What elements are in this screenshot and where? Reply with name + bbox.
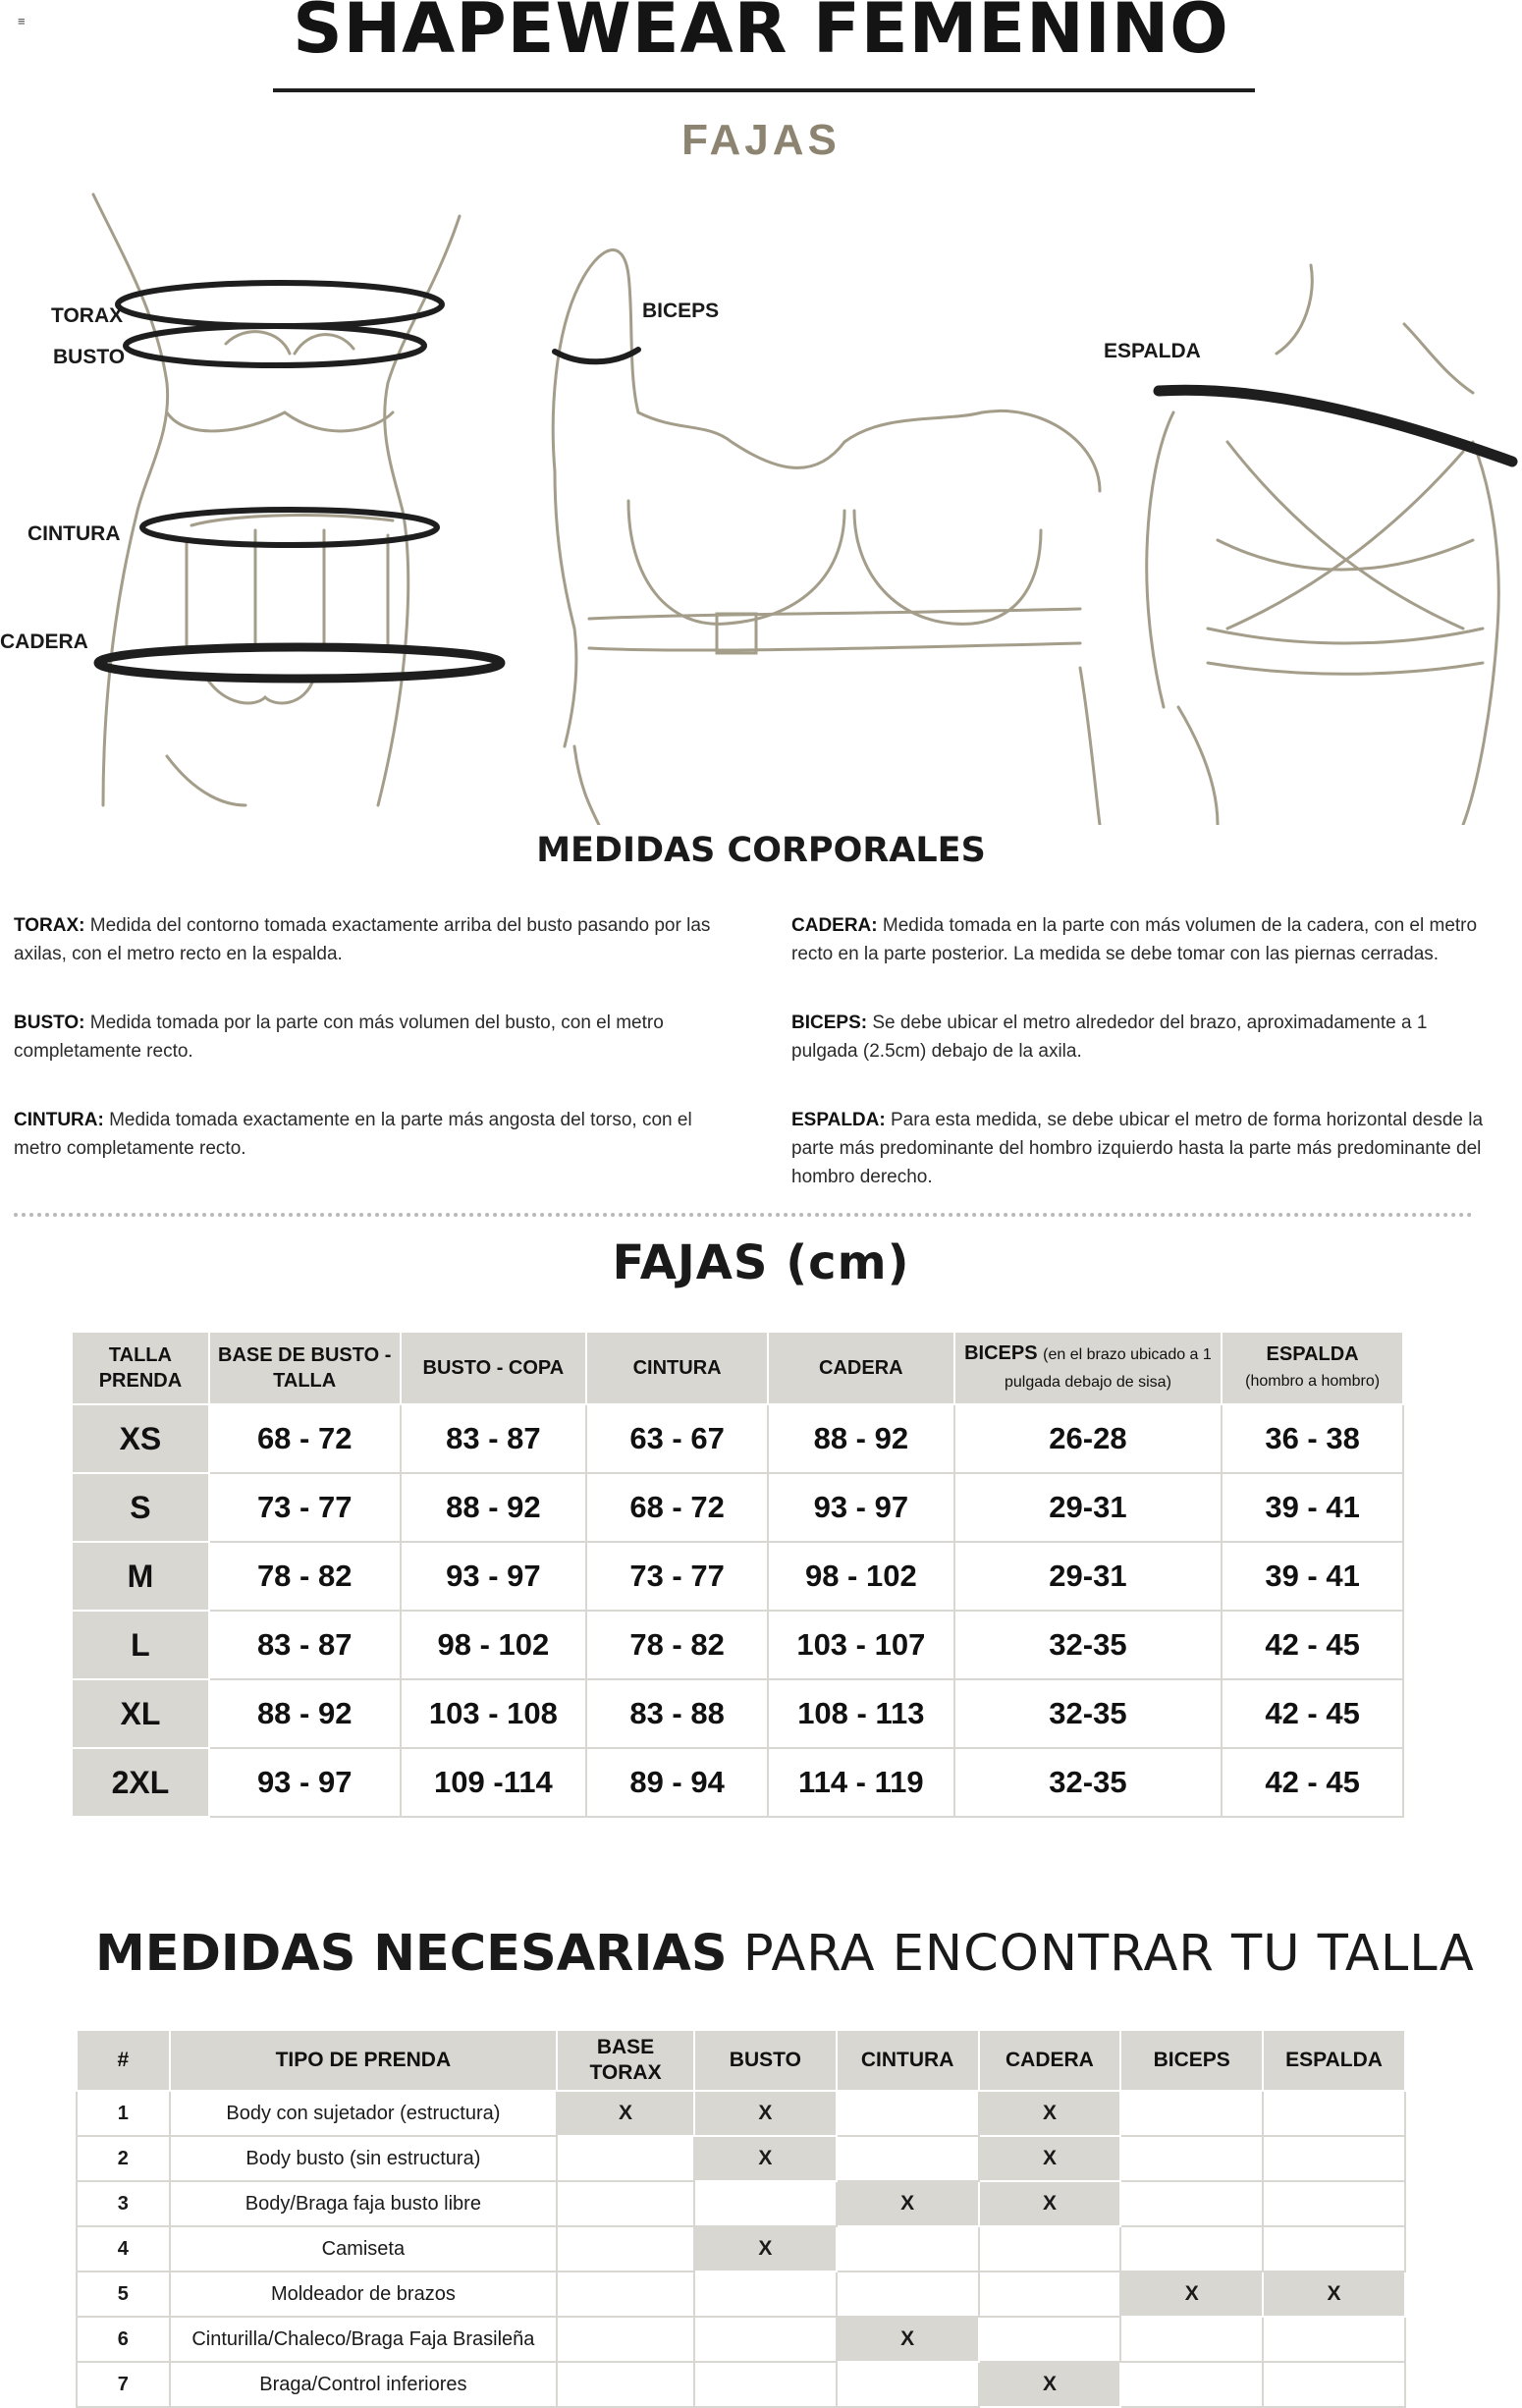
size-cell: XS — [72, 1404, 209, 1473]
row-number: 4 — [77, 2226, 170, 2271]
page-title: SHAPEWEAR FEMENINO — [293, 0, 1229, 69]
table-cell: 42 - 45 — [1222, 1748, 1403, 1817]
table-cell — [694, 2181, 837, 2226]
desc-espalda: ESPALDA: Para esta medida, se debe ubicar el metro de forma horizontal desde la parte más predominante del hombro izquierdo hasta la parte más predominante del hombro derecho. — [791, 1110, 1484, 1187]
measures-title: MEDIDAS CORPORALES — [536, 831, 986, 870]
table-cell — [557, 2226, 694, 2271]
header-cintura: CINTURA — [586, 1332, 768, 1404]
table-cell: 39 - 41 — [1222, 1473, 1403, 1542]
table-cell: 88 - 92 — [401, 1473, 587, 1542]
header-base-busto: BASE DE BUSTO - TALLA — [209, 1332, 401, 1404]
table-cell — [837, 2091, 979, 2136]
table-cell: 93 - 97 — [401, 1542, 587, 1611]
size-cell: XL — [72, 1679, 209, 1748]
garment-name: Braga/Control inferiores — [170, 2362, 557, 2407]
table-cell: 83 - 88 — [586, 1679, 768, 1748]
table-cell — [557, 2136, 694, 2181]
table-cell: 39 - 41 — [1222, 1542, 1403, 1611]
header-cadera: CADERA — [979, 2030, 1121, 2091]
table-cell: X — [694, 2091, 837, 2136]
header-cadera: CADERA — [768, 1332, 954, 1404]
table-cell — [837, 2362, 979, 2407]
table-cell: 32-35 — [954, 1611, 1222, 1679]
table-cell — [557, 2181, 694, 2226]
garment-name: Cinturilla/Chaleco/Braga Faja Brasileña — [170, 2317, 557, 2362]
table-row — [72, 1611, 1403, 1679]
table-cell: 78 - 82 — [209, 1542, 401, 1611]
size-cell: S — [72, 1473, 209, 1542]
table-cell: 109 -114 — [401, 1748, 587, 1817]
table-cell: 42 - 45 — [1222, 1611, 1403, 1679]
table-cell — [1120, 2317, 1263, 2362]
table-cell: 93 - 97 — [209, 1748, 401, 1817]
front-torso-figure — [93, 194, 168, 805]
header-busto-copa: BUSTO - COPA — [401, 1332, 587, 1404]
table-cell: X — [979, 2362, 1121, 2407]
table-row — [77, 2226, 1405, 2271]
needs-table — [76, 2029, 1406, 2408]
table-cell: 88 - 92 — [768, 1404, 954, 1473]
table-cell: 26-28 — [954, 1404, 1222, 1473]
table-cell: 73 - 77 — [209, 1473, 401, 1542]
label-busto: BUSTO — [53, 346, 126, 368]
header-busto: BUSTO — [694, 2030, 837, 2091]
table-cell — [1120, 2362, 1263, 2407]
torax-band — [118, 283, 442, 326]
table-cell — [1120, 2091, 1263, 2136]
cadera-band — [98, 647, 501, 679]
size-table — [71, 1331, 1404, 1818]
table-cell: 88 - 92 — [209, 1679, 401, 1748]
header-biceps: BICEPS — [1120, 2030, 1263, 2091]
desc-busto: BUSTO: Medida tomada por la parte con más volumen del busto, con el metro completamente recto. — [14, 1012, 664, 1062]
label-cintura: CINTURA — [27, 522, 121, 545]
table-cell: 108 - 113 — [768, 1679, 954, 1748]
table-cell — [1120, 2226, 1263, 2271]
table-cell — [837, 2136, 979, 2181]
table-row — [72, 1542, 1403, 1611]
table-cell — [1263, 2226, 1405, 2271]
header-cintura: CINTURA — [837, 2030, 979, 2091]
table-cell: 93 - 97 — [768, 1473, 954, 1542]
garment-name: Body busto (sin estructura) — [170, 2136, 557, 2181]
header-tipo-prenda: TIPO DE PRENDA — [170, 2030, 557, 2091]
table-cell: X — [979, 2091, 1121, 2136]
header-espalda: ESPALDA — [1263, 2030, 1405, 2091]
table-cell: X — [837, 2317, 979, 2362]
label-torax: TORAX — [51, 304, 124, 327]
table-cell: 83 - 87 — [209, 1611, 401, 1679]
page-subtitle: FAJAS — [681, 116, 841, 164]
table-cell: X — [837, 2181, 979, 2226]
espalda-band — [1159, 390, 1512, 462]
table-cell — [979, 2271, 1121, 2317]
table-cell: 98 - 102 — [401, 1611, 587, 1679]
back-figure — [1147, 412, 1173, 707]
busto-band — [126, 326, 424, 365]
table-cell — [837, 2226, 979, 2271]
table-cell: X — [694, 2226, 837, 2271]
table-row — [77, 2091, 1405, 2136]
row-number: 1 — [77, 2091, 170, 2136]
table-row — [72, 1679, 1403, 1748]
table-cell: 42 - 45 — [1222, 1679, 1403, 1748]
table-cell — [1120, 2136, 1263, 2181]
table-cell: 114 - 119 — [768, 1748, 954, 1817]
header-espalda: ESPALDA (hombro a hombro) — [1222, 1332, 1403, 1404]
table-cell: X — [1263, 2271, 1405, 2317]
row-number: 3 — [77, 2181, 170, 2226]
table-cell — [979, 2226, 1121, 2271]
table-cell: X — [694, 2136, 837, 2181]
row-number: 7 — [77, 2362, 170, 2407]
table-row — [72, 1473, 1403, 1542]
table-row — [72, 1404, 1403, 1473]
table-row — [72, 1748, 1403, 1817]
table-cell: 29-31 — [954, 1473, 1222, 1542]
size-cell: 2XL — [72, 1748, 209, 1817]
row-number: 5 — [77, 2271, 170, 2317]
table-cell — [1263, 2181, 1405, 2226]
dotted-divider — [14, 1213, 1473, 1217]
size-table-title: FAJAS (cm) — [612, 1235, 910, 1290]
garment-name: Camiseta — [170, 2226, 557, 2271]
size-cell: M — [72, 1542, 209, 1611]
label-espalda: ESPALDA — [1104, 340, 1201, 362]
table-cell — [557, 2362, 694, 2407]
table-cell: X — [557, 2091, 694, 2136]
table-cell: 32-35 — [954, 1679, 1222, 1748]
table-cell: 78 - 82 — [586, 1611, 768, 1679]
header-base-torax: BASE TORAX — [557, 2030, 694, 2091]
garment-name: Moldeador de brazos — [170, 2271, 557, 2317]
table-cell — [979, 2317, 1121, 2362]
table-cell: X — [979, 2181, 1121, 2226]
garment-name: Body con sujetador (estructura) — [170, 2091, 557, 2136]
table-cell — [1263, 2091, 1405, 2136]
table-cell — [1263, 2136, 1405, 2181]
table-cell — [557, 2271, 694, 2317]
table-cell: 89 - 94 — [586, 1748, 768, 1817]
table-cell: X — [979, 2136, 1121, 2181]
title-divider — [273, 88, 1255, 92]
menu-icon[interactable]: ≡ — [18, 14, 26, 28]
table-cell — [694, 2362, 837, 2407]
table-cell: 63 - 67 — [586, 1404, 768, 1473]
table-cell: 103 - 107 — [768, 1611, 954, 1679]
table-row — [77, 2317, 1405, 2362]
table-cell: 73 - 77 — [586, 1542, 768, 1611]
row-number: 2 — [77, 2136, 170, 2181]
table-row — [77, 2136, 1405, 2181]
header-number: # — [77, 2030, 170, 2091]
table-cell: 29-31 — [954, 1542, 1222, 1611]
table-cell — [1263, 2317, 1405, 2362]
table-cell: X — [1120, 2271, 1263, 2317]
table-cell — [694, 2271, 837, 2317]
label-biceps: BICEPS — [642, 300, 720, 322]
table-cell — [837, 2271, 979, 2317]
table-cell — [1263, 2362, 1405, 2407]
table-cell — [1120, 2181, 1263, 2226]
biceps-band — [555, 350, 638, 361]
table-cell: 36 - 38 — [1222, 1404, 1403, 1473]
body-measurement-illustration — [0, 118, 1522, 825]
table-cell: 98 - 102 — [768, 1542, 954, 1611]
header-talla: TALLA PRENDA — [72, 1332, 209, 1404]
garment-name: Body/Braga faja busto libre — [170, 2181, 557, 2226]
needs-table-title: MEDIDAS NECESARIAS PARA ENCONTRAR TU TALLA — [95, 1925, 1475, 1983]
desc-biceps: BICEPS: Se debe ubicar el metro alrededor del brazo, aproximadamente a 1 pulgada (2.5cm) debajo de la axila. — [791, 1012, 1428, 1062]
label-cadera: CADERA — [0, 630, 88, 653]
size-cell: L — [72, 1611, 209, 1679]
size-table-header — [72, 1332, 1403, 1404]
table-cell — [694, 2317, 837, 2362]
table-cell: 83 - 87 — [401, 1404, 587, 1473]
table-row — [77, 2362, 1405, 2407]
desc-torax: TORAX: Medida del contorno tomada exactamente arriba del busto pasando por las axilas, con el metro recto en la espalda. — [14, 915, 711, 964]
table-row — [77, 2181, 1405, 2226]
table-cell — [557, 2317, 694, 2362]
table-row — [77, 2271, 1405, 2317]
table-cell: 32-35 — [954, 1748, 1222, 1817]
row-number: 6 — [77, 2317, 170, 2362]
desc-cadera: CADERA: Medida tomada en la parte con más volumen de la cadera, con el metro recto en la parte posterior. La medida se debe tomar con las piernas cerradas. — [791, 915, 1478, 964]
table-cell: 68 - 72 — [209, 1404, 401, 1473]
desc-cintura: CINTURA: Medida tomada exactamente en la parte más angosta del torso, con el metro completamente recto. — [14, 1110, 692, 1159]
table-cell: 103 - 108 — [401, 1679, 587, 1748]
table-cell: 68 - 72 — [586, 1473, 768, 1542]
header-biceps: BICEPS (en el brazo ubicado a 1 pulgada debajo de sisa) — [954, 1332, 1222, 1404]
needs-table-header — [77, 2030, 1405, 2091]
